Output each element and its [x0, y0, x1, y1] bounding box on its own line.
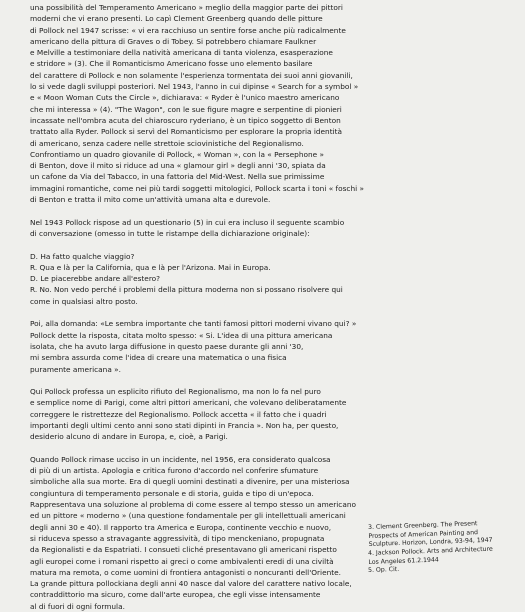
answer-travel: R. Qua e là per la California, qua e là per l'Arizona. Mai in Europa.	[30, 262, 271, 272]
footnote-5: 5. Op. Cit.	[368, 565, 400, 574]
footnotes	[368, 520, 520, 576]
question-travel: D. Ha fatto qualche viaggio?	[30, 251, 135, 261]
paragraph-greenberg-romanticism: una possibilità del Temperamento Americano » meglio della maggior parte dei pittori moderni che vi erano presenti. Lo capì Clement Greenberg quando delle pitture di Pollock nel 1947 scrisse: « vi era racchiuso un sentire forse anche più radicalmente americano della pittura di Graves o di Tobey. Si potrebbero chiamare Faulkner e Melville a testimoniare della natività americana di tanta violenza, esasperazione e stridore » (3). Che il Romanticismo Americano fosse uno elemento basilare del carattere di Pollock e non solamente l'esperienza tormentata dei suoi anni giovanili, lo si vede dagli sviluppi posteriori. Nel 1943, l'anno in cui dipinse « Search for a symbol » e « Moon Woman Cuts the Circle », dichiarava: « Ryder è l'unico maestro americano che mi interessa » (4). "The Wagon", con le sue figure magre e serpentine di pionieri incassate nell'ombra acuta del chiaroscuro ryderiano, è un tipico soggetto di Benton trattato alla Ryder. Pollock si servì del Romanticismo per esplorare la propria identità di americano, senza cadere nelle strettoie sciovinistiche del Regionalismo. Confrontiamo un quadro giovanile di Pollock, « Woman », con la « Persephone » di Benton, dove il mito si riduce ad una « glamour girl » degli anni '30, spiata da un cafone da Via del Tabacco, in una fattoria del Mid-West. Nella sue primissime immagini romantiche, come nei più tardi soggetti mitologici, Pollock scarta i toni « foschi » di Benton e tratta il mito come un'attività umana alta e durevole.	[30, 3, 364, 205]
answer-abroad: R. No. Non vedo perché i problemi della pittura moderna non si possano risolvere qui come in qualsiasi altro posto.	[30, 285, 343, 306]
question-abroad: D. Le piacerebbe andare all'estero?	[30, 274, 161, 284]
paragraph-regionalism: Qui Pollock professa un esplicito rifiuto del Regionalismo, ma non lo fa nel puro e semplice nome di Parigi, come altri pittori americani, che volevano deliberatamente correggere le ristrettezze del Regionalismo. Pollock accetta « il fatto che i quadri importanti degli ultimi cento anni sono stati dipinti in Francia ». Non ha, per questo, desiderio alcuno di andare in Europa, e, cioè, a Parigi.	[30, 387, 347, 442]
footnote-4: 4. Jackson Pollock. Arts and Architecture Los Angeles 61.2.1944	[368, 545, 493, 566]
footnote-3: 3. Clement Greenberg. The Present Prospects of American Painting and Sculpture. Horizon, Londra, 93-94, 1947	[368, 520, 493, 549]
paragraph-questionnaire-intro: Nel 1943 Pollock rispose ad un questionario (5) in cui era incluso il seguente scambio di conversazione (omesso in tutte le ristampe della dichiarazione originale):	[30, 217, 345, 238]
body-text	[30, 2, 498, 612]
paragraph-death-1956: Quando Pollock rimase ucciso in un incidente, nel 1956, era considerato qualcosa di più di un artista. Apologia e critica furono d'accordo nel conferire sfumature simboliche alla sua morte. Era di quegli uomini destinati a divenire, per una misteriosa congiuntura di temperamento personale e di storia, guida e tipo di un'epoca. Rappresentava una soluzione al problema di come essere al tempo stesso un americano ed un pittore « moderno » (una questione fondamentale per gli intellettuali americani degli anni 30 e 40). Il rapporto tra America e Europa, continente vecchio e nuovo, si riduceva spesso a stravagante aggressività, di tipo menckeniano, propugnata da Regionalisti e da Espatriati. I consueti cliché presentavano gli americani rispetto agli europei come i romani rispetto ai greci o come ambivalenti eredi di una civiltà matura ma remota, o come uomini di frontiera antagonisti o noncuranti dell'Oriente. La grande pittura pollockiana degli anni 40 nasce dal valore del carattere nativo locale, contraddittorio ma sicuro, come dall'arte europea, che egli visse intensamente al di fuori di ogni formula.	[30, 454, 356, 611]
paragraph-famous-painters: Poi, alla domanda: «Le sembra importante che tanti famosi pittori moderni vivano qui? » Pollock dette la risposta, citata molto spesso: « Si. L'idea di una pittura americana isolata, che ha avuto larga diffusione in questo paese durante gli anni '30, mi sembra assurda come l'idea di creare una matematica o una fisica puramente americana ».	[30, 319, 357, 374]
